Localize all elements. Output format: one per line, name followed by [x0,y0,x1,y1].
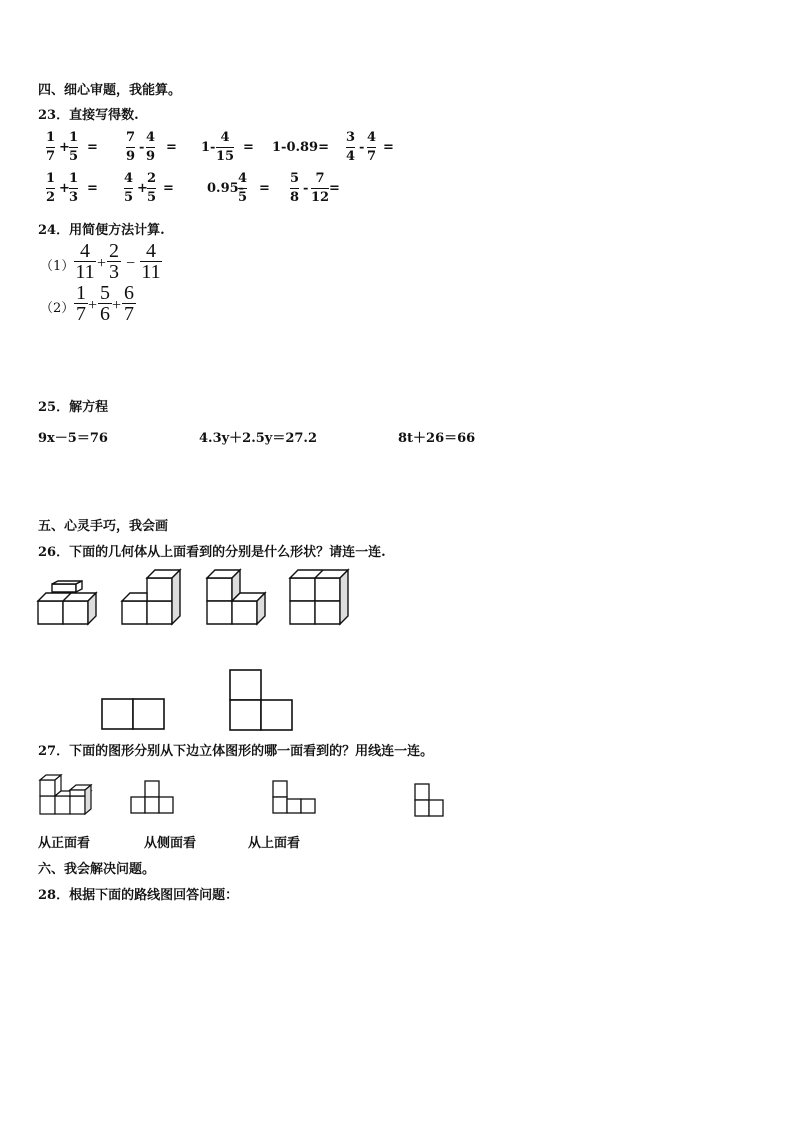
fraction: 5 8 [290,171,300,205]
cube-solid-1 [36,580,102,626]
section-6-heading: 六、我会解决问题。 [38,862,156,877]
top-view-two-squares [100,697,166,731]
fraction: 2 5 [147,171,157,205]
fraction: 4 15 [216,130,235,164]
fraction: 1 5 [69,130,79,164]
fraction: 4 7 [367,130,377,164]
equals-sign: = [259,181,270,196]
operator: + [112,297,122,314]
label-top-view: 从上面看 [248,836,301,851]
top-view-l-shape [228,668,294,732]
cube-solid-3 [205,564,271,626]
fraction: 6 7 [124,282,134,325]
cube-solid-2 [120,564,186,626]
fraction: 4 11 [141,240,161,283]
operator: - [139,140,145,155]
equals-sign: = [166,140,177,155]
question-24-title: 24．用简便方法计算. [38,223,165,238]
fraction: 5 6 [100,282,110,325]
expression-prefix: 1- [201,140,216,155]
fraction: 1 7 [46,130,56,164]
q27-solid [38,774,100,816]
fraction: 4 9 [146,130,156,164]
operator: + [88,297,98,314]
question-28-title: 28．根据下面的路线图回答问题： [38,888,239,903]
operator: + [97,255,107,272]
q27-view-shape-1 [129,779,177,815]
question-27-title: 27．下面的图形分别从下边立体图形的哪一面看到的？用线连一连。 [38,744,434,759]
fraction: 2 3 [109,240,119,283]
label-front-view: 从正面看 [38,836,91,851]
equation-1: 9x－5＝76 [38,431,108,446]
operator: − [126,255,136,272]
item-number: （1） [40,259,75,274]
q27-view-shape-3 [413,782,447,818]
equals-sign: = [87,140,98,155]
fraction: 7 9 [126,130,136,164]
section-5-heading: 五、心灵手巧，我会画 [38,519,169,534]
fraction: 4 11 [75,240,95,283]
question-26-title: 26．下面的几何体从上面看到的分别是什么形状？请连一连. [38,545,386,560]
equals-sign: = [163,181,174,196]
equals-sign: = [87,181,98,196]
label-side-view: 从侧面看 [144,836,197,851]
question-23-title: 23．直接写得数. [38,108,139,123]
fraction: 1 7 [76,282,86,325]
operator: + [59,181,70,196]
operator: - [303,181,309,196]
expression-prefix: 0.95- [207,181,245,196]
operator: - [359,140,365,155]
fraction: 1 3 [69,171,79,205]
section-4-heading: 四、细心审题，我能算。 [38,83,182,98]
expression: 1-0.89= [272,140,329,155]
equation-3: 8t＋26＝66 [398,431,476,446]
fraction: 7 12 [311,171,330,205]
question-25-title: 25．解方程 [38,400,109,415]
q27-view-shape-2 [271,779,319,815]
equals-sign: = [243,140,254,155]
operator: + [59,140,70,155]
equals-sign: = [329,181,340,196]
equals-sign: = [383,140,394,155]
fraction: 4 5 [238,171,248,205]
fraction: 4 5 [124,171,134,205]
item-number: （2） [40,301,75,316]
fraction: 3 4 [346,130,356,164]
operator: + [137,181,148,196]
cube-solid-4 [288,564,354,626]
equation-2: 4.3y＋2.5y＝27.2 [199,431,318,446]
fraction: 1 2 [46,171,56,205]
